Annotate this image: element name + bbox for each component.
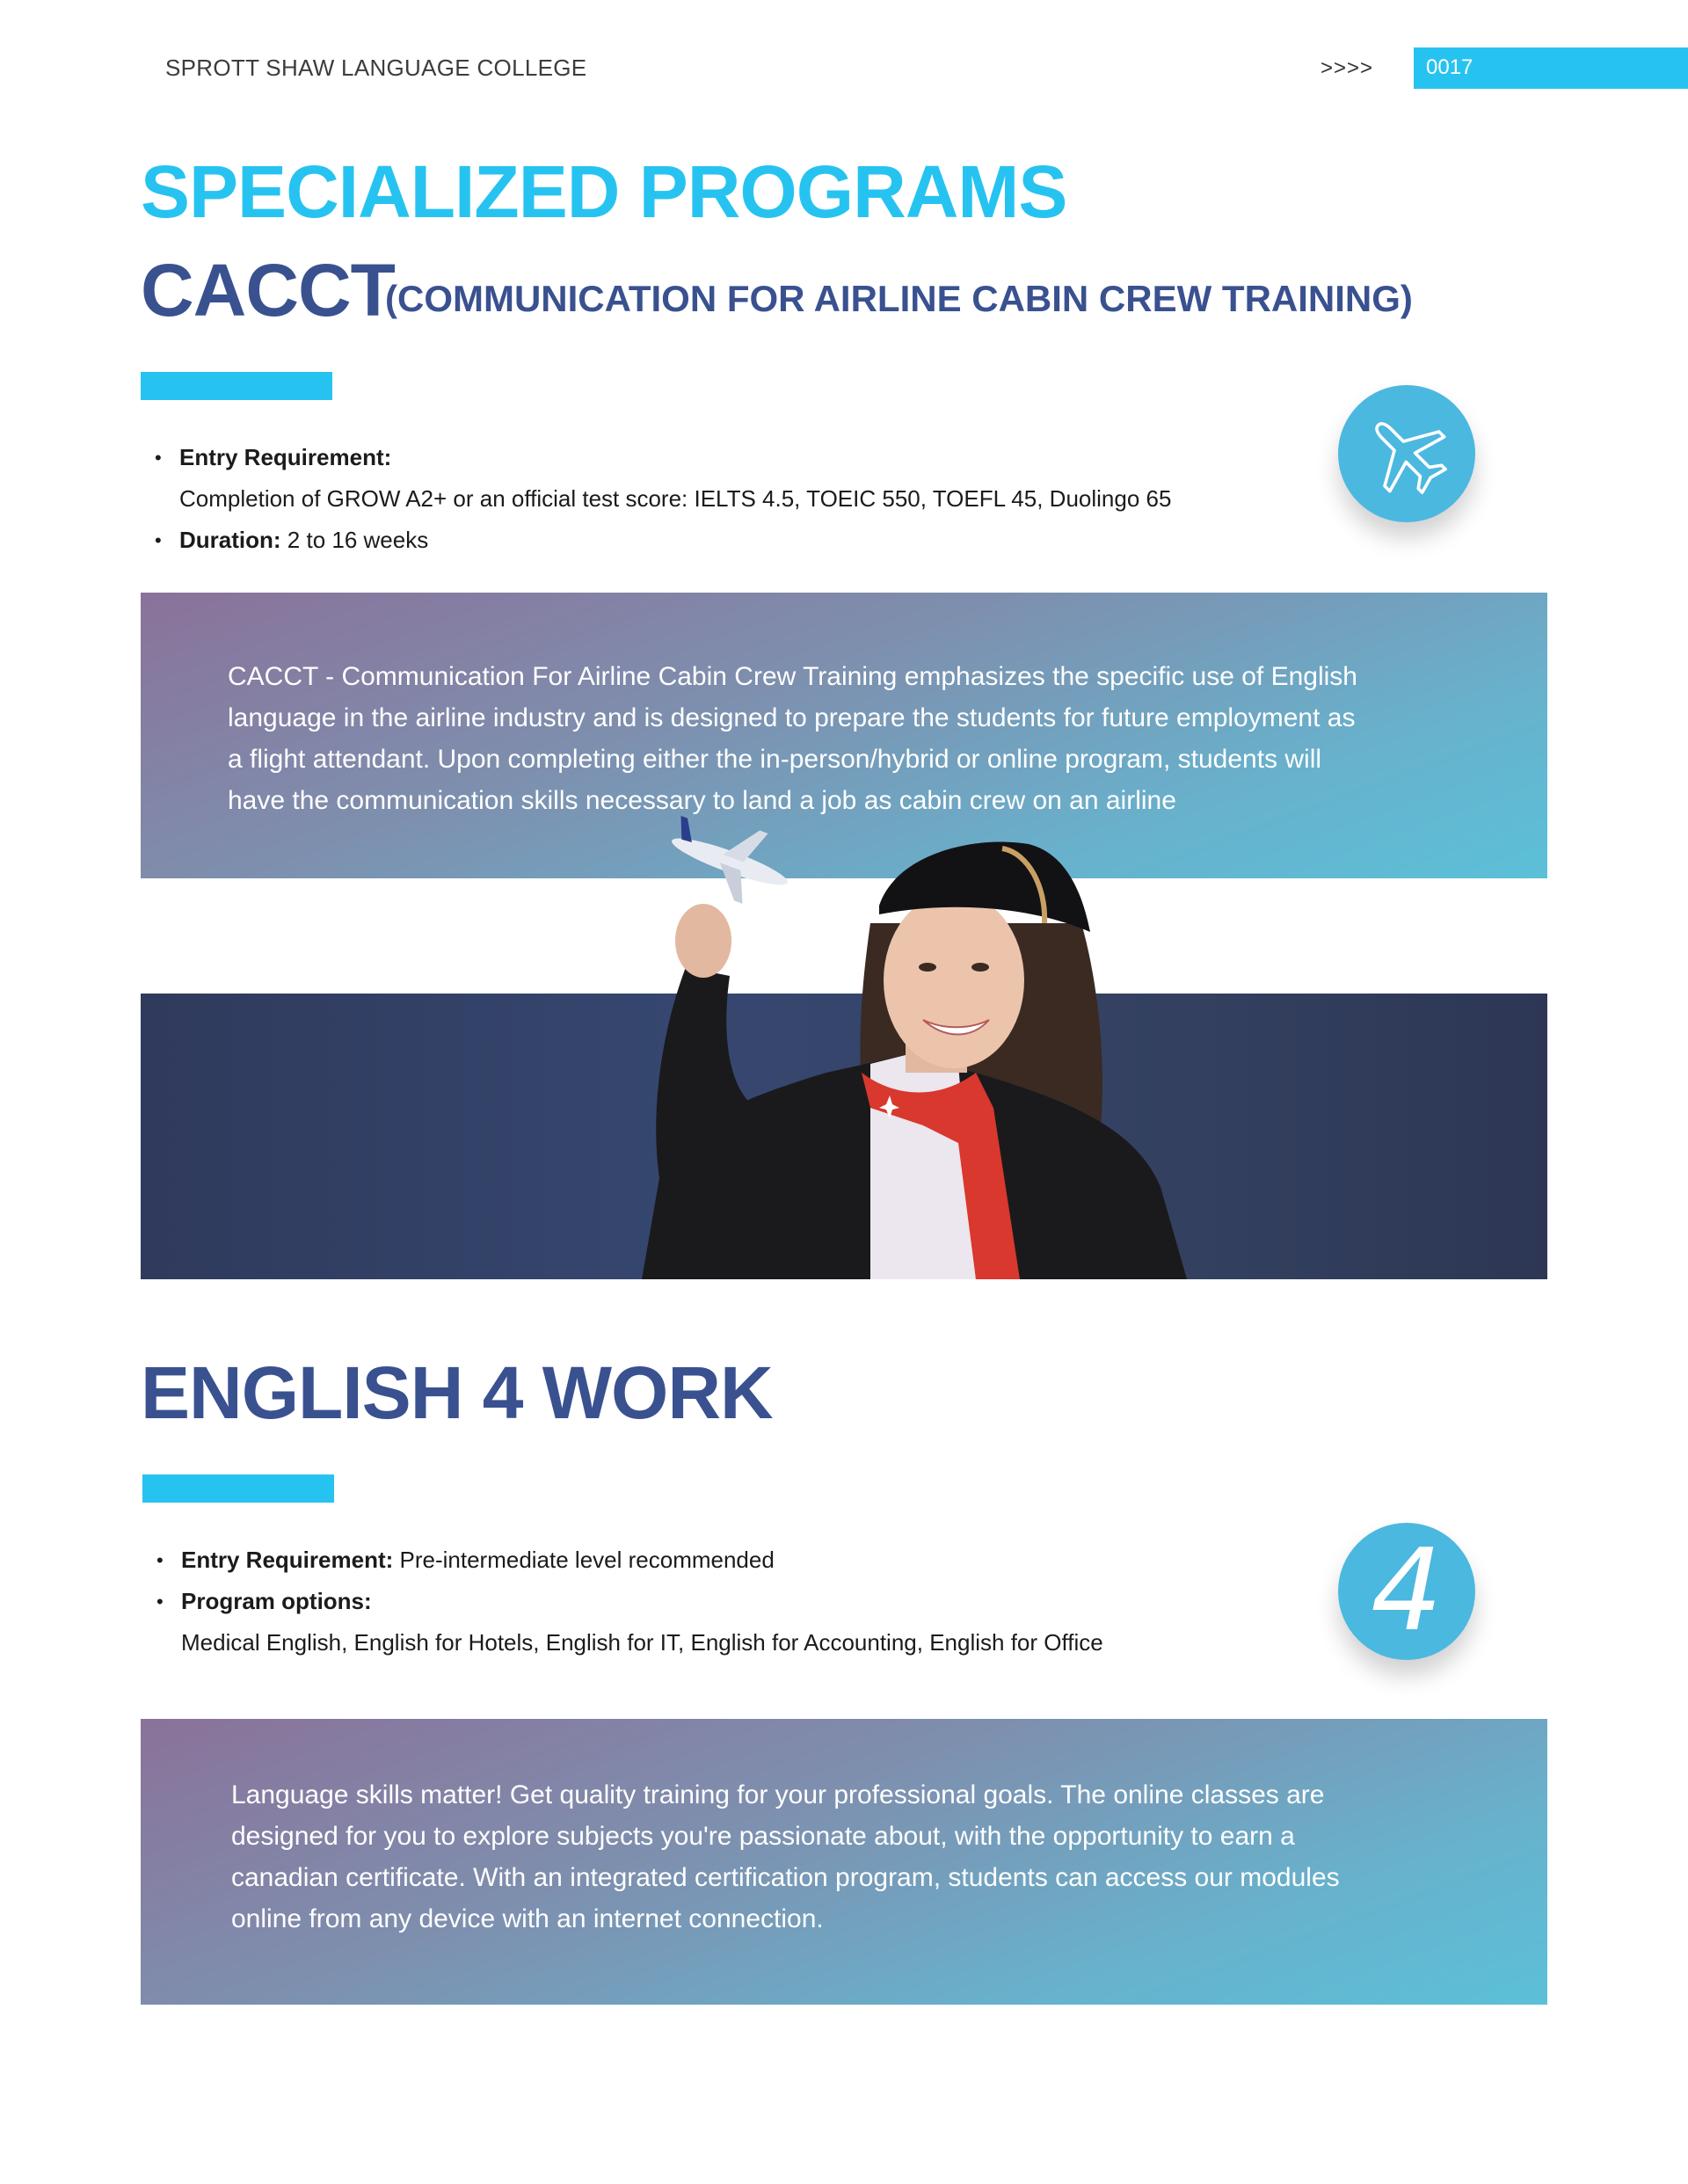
entry-requirement-label: Entry Requirement:: [181, 1547, 394, 1573]
program-options-value: Medical English, English for Hotels, English for IT, English for Accounting, English for Office: [181, 1629, 1103, 1656]
cacct-subtitle: (COMMUNICATION FOR AIRLINE CABIN CREW TRAINING): [385, 278, 1413, 319]
english4work-accent-bar: [142, 1474, 334, 1503]
airplane-icon-badge: [1338, 385, 1475, 522]
page-number: 0017: [1426, 55, 1473, 79]
cacct-accent-bar: [141, 372, 332, 400]
section-title: SPECIALIZED PROGRAMS: [141, 150, 1067, 233]
list-item: • Duration: 2 to 16 weeks: [155, 527, 429, 553]
badge-number: 4: [1371, 1525, 1443, 1656]
college-name: SPROTT SHAW LANGUAGE COLLEGE: [165, 55, 587, 81]
duration-value: 2 to 16 weeks: [287, 527, 429, 553]
number-four-badge: [1338, 1523, 1475, 1660]
entry-requirement-value: Completion of GROW A2+ or an official test score: IELTS 4.5, TOEIC 550, TOEFL 45, Duolingo 65: [179, 485, 1172, 512]
airplane-icon: [1361, 408, 1452, 499]
english4work-details: [142, 1540, 1103, 1663]
list-item: • Entry Requirement:: [155, 444, 392, 470]
entry-requirement-label: Entry Requirement:: [179, 444, 392, 470]
cacct-title: CACCT: [141, 249, 395, 331]
english4work-description-box: [141, 1719, 1547, 2005]
english4work-title: ENGLISH 4 WORK: [141, 1351, 773, 1434]
program-options-label: Program options:: [181, 1588, 372, 1614]
list-item: • Entry Requirement: Pre-intermediate level recommended: [156, 1547, 775, 1573]
english4work-description: Language skills matter! Get quality training for your professional goals. The online classes are designed for you to explore subjects you're passionate about, with the opportunity to earn a canadian certificate. With an integrated certification program, students can access our modules online from any device with an internet connection.: [231, 1780, 1340, 1933]
list-item: • Program options:: [156, 1588, 372, 1614]
entry-requirement-value: Pre-intermediate level recommended: [399, 1547, 775, 1573]
next-arrows: >>>>: [1321, 56, 1374, 80]
cacct-description: CACCT - Communication For Airline Cabin Crew Training emphasizes the specific use of English language in the airline industry and is designed to prepare the students for future employment as a flight attendant. Upon completing either the in-person/hybrid or online program, students will have the communication skills necessary to land a job as cabin crew on an airline: [228, 662, 1357, 815]
flight-attendant-photo: [607, 809, 1204, 1279]
duration-label: Duration:: [179, 527, 281, 553]
page-number-badge: [1414, 47, 1688, 89]
cacct-details: [141, 437, 1171, 561]
